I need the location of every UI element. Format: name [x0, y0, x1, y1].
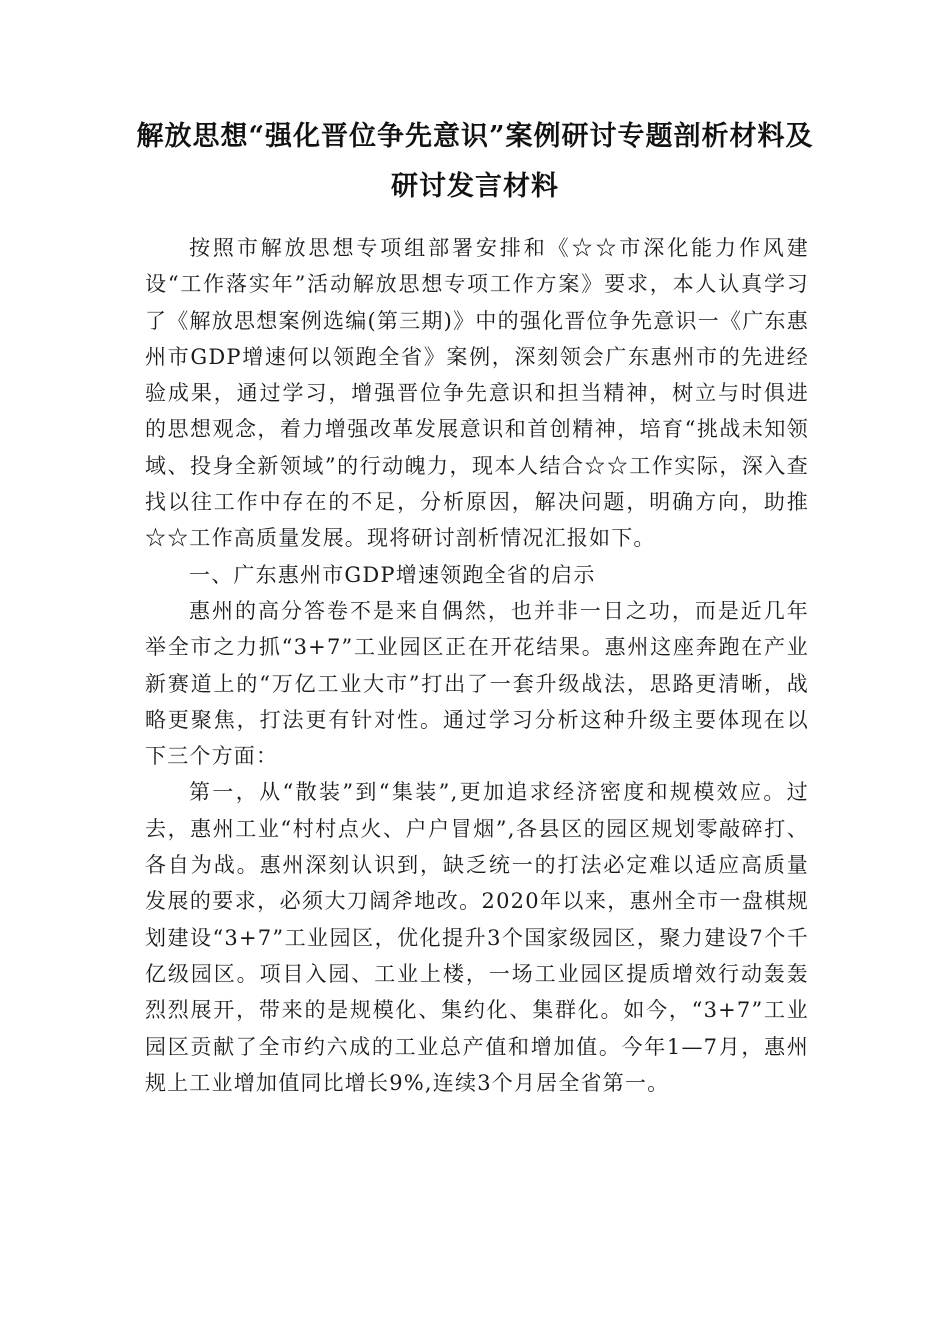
paragraph-intro: 按照市解放思想专项组部署安排和《☆☆市深化能力作风建设“工作落实年”活动解放思想专项工作方案》要求，本人认真学习了《解放思想案例选编(第三期)》中的强化晋位争先意识一《广东惠州市GDP增速何以领跑全省》案例，深刻领会广东惠州市的先进经验成果，通过学习，增强晋位争先意识和担当精神，树立与时俱进的思想观念，着力增强改革发展意识和首创精神，培育“挑战未知领域、投身全新领域”的行动魄力，现本人结合☆☆工作实际，深入查找以往工作中存在的不足，分析原因，解决问题，明确方向，助推☆☆工作高质量发展。现将研讨剖析情况汇报如下。: [145, 236, 809, 551]
paragraph-huizhou-overview: 惠州的高分答卷不是来自偶然，也并非一日之功，而是近几年举全市之力抓“3+7”工业园区正在开花结果。惠州这座奔跑在产业新赛道上的“万亿工业大市”打出了一套升级战法，思路更清晰，战略更聚焦，打法更有针对性。通过学习分析这种升级主要体现在以下三个方面：: [145, 598, 809, 769]
paragraph-point-one: 第一，从“散装”到“集装”,更加追求经济密度和规模效应。过去，惠州工业“村村点火、户户冒烟”,各县区的园区规划零敲碎打、各自为战。惠州深刻认识到，缺乏统一的打法必定难以适应高质量发展的要求，必须大刀阔斧地改。2020年以来，惠州全市一盘棋规划建设“3+7”工业园区，优化提升3个国家级园区，聚力建设7个千亿级园区。项目入园、工业上楼，一场工业园区提质增效行动轰轰烈烈展开，带来的是规模化、集约化、集群化。如今，“3+7”工业园区贡献了全市约六成的工业总产值和增加值。今年1—7月，惠州规上工业增加值同比增长9%,连续3个月居全省第一。: [145, 780, 809, 1095]
document-title: 解放思想“强化晋位争先意识”案例研讨专题剖析材料及研讨发言材料: [136, 121, 814, 202]
section-heading-1: 一、广东惠州市GDP增速领跑全省的启示: [189, 562, 596, 587]
document-body: [145, 230, 809, 1101]
